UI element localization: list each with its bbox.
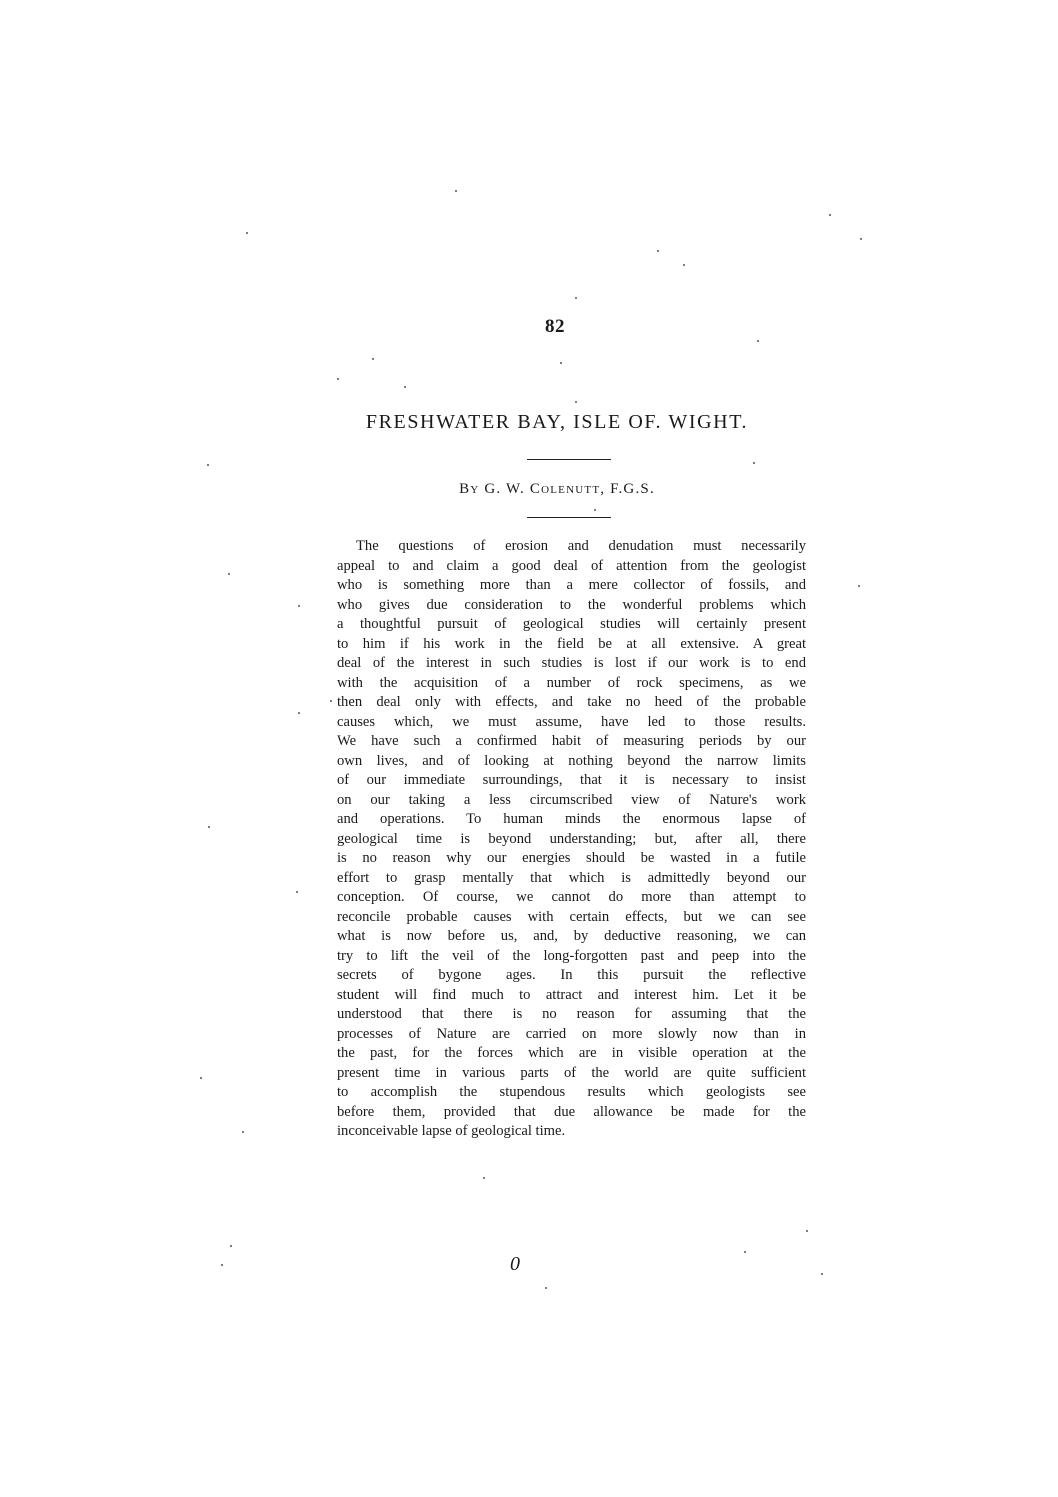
scan-speck: [744, 1251, 746, 1253]
folio-mark: 0: [510, 1253, 520, 1275]
scan-speck: [330, 700, 332, 702]
body-line: before them, provided that due allowance be made for the: [337, 1103, 806, 1120]
body-line: The questions of erosion and denudation must necessarily: [356, 538, 806, 554]
scan-speck: [575, 297, 577, 299]
scan-speck: [230, 1245, 232, 1247]
scan-speck: [296, 891, 298, 893]
scan-speck: [207, 464, 209, 466]
byline-divider: [527, 517, 611, 518]
body-line: of our immediate surroundings, that it is necessary to insist: [337, 772, 806, 788]
body-line: on our taking a less circumscribed view of Nature's work: [337, 791, 806, 808]
body-line: to accomplish the stupendous results which geologists see: [337, 1084, 806, 1100]
article-title: FRESHWATER BAY, ISLE OF. WIGHT.: [365, 411, 749, 433]
scan-speck: [228, 573, 230, 575]
body-line: then deal only with effects, and take no heed of the probable: [337, 694, 806, 710]
body-line: reconcile probable causes with certain effects, but we can see: [337, 908, 806, 925]
body-line: and operations. To human minds the enormous lapse of: [337, 811, 806, 827]
body-line: appeal to and claim a good deal of attention from the geologist: [337, 557, 806, 574]
body-line: deal of the interest in such studies is lost if our work is to end: [337, 655, 806, 671]
body-line: present time in various parts of the world are quite sufficient: [337, 1064, 806, 1081]
body-line: geological time is beyond understanding; but, after all, there: [337, 830, 806, 847]
scan-speck: [200, 1077, 202, 1079]
body-line: inconceivable lapse of geological time.: [337, 1123, 566, 1139]
scan-speck: [545, 1287, 547, 1289]
scan-speck: [337, 378, 339, 380]
scan-speck: [829, 214, 831, 216]
body-line: what is now before us, and, by deductive reasoning, we can: [337, 928, 806, 944]
body-line: own lives, and of looking at nothing beyond the narrow limits: [337, 752, 806, 769]
body-line: a thoughtful pursuit of geological studies will certainly present: [337, 616, 806, 632]
scan-speck: [858, 585, 860, 587]
body-line: who is something more than a mere collector of fossils, and: [337, 577, 806, 593]
scan-speck: [683, 264, 685, 266]
body-line: effort to grasp mentally that which is admittedly beyond our: [337, 869, 806, 886]
scan-speck: [208, 826, 210, 828]
scan-speck: [860, 238, 862, 240]
scan-speck: [483, 1177, 485, 1179]
article-body: [337, 537, 806, 1142]
scan-speck: [221, 1264, 223, 1266]
body-line: is no reason why our energies should be wasted in a futile: [337, 850, 806, 866]
scan-speck: [372, 358, 374, 360]
title-divider: [527, 459, 611, 460]
scan-speck: [657, 250, 659, 252]
scan-speck: [455, 190, 457, 192]
scan-speck: [404, 386, 406, 388]
scan-speck: [246, 232, 248, 234]
body-line: who gives due consideration to the wonderful problems which: [337, 596, 806, 613]
scan-speck: [757, 340, 759, 342]
scan-speck: [821, 1273, 823, 1275]
scan-speck: [560, 362, 562, 364]
scan-speck: [298, 712, 300, 714]
scan-speck: [594, 509, 596, 511]
body-line: understood that there is no reason for assuming that the: [337, 1006, 806, 1022]
scan-speck: [753, 462, 755, 464]
body-line: secrets of bygone ages. In this pursuit the reflective: [337, 967, 806, 983]
body-line: with the acquisition of a number of rock specimens, as we: [337, 674, 806, 691]
body-line: to him if his work in the field be at all extensive. A great: [337, 635, 806, 652]
scan-speck: [298, 605, 300, 607]
author-byline: By G. W. Colenutt, F.G.S.: [459, 481, 655, 497]
body-line: student will find much to attract and interest him. Let it be: [337, 986, 806, 1003]
page-number: 82: [545, 316, 565, 337]
body-line: processes of Nature are carried on more slowly now than in: [337, 1025, 806, 1042]
scan-speck: [575, 401, 577, 403]
scan-speck: [242, 1131, 244, 1133]
body-line: causes which, we must assume, have led to those results.: [337, 713, 806, 730]
body-line: conception. Of course, we cannot do more than attempt to: [337, 889, 806, 905]
scan-speck: [806, 1230, 808, 1232]
body-line: try to lift the veil of the long-forgotten past and peep into the: [337, 947, 806, 964]
body-line: the past, for the forces which are in visible operation at the: [337, 1045, 806, 1061]
body-line: We have such a confirmed habit of measuring periods by our: [337, 733, 806, 749]
